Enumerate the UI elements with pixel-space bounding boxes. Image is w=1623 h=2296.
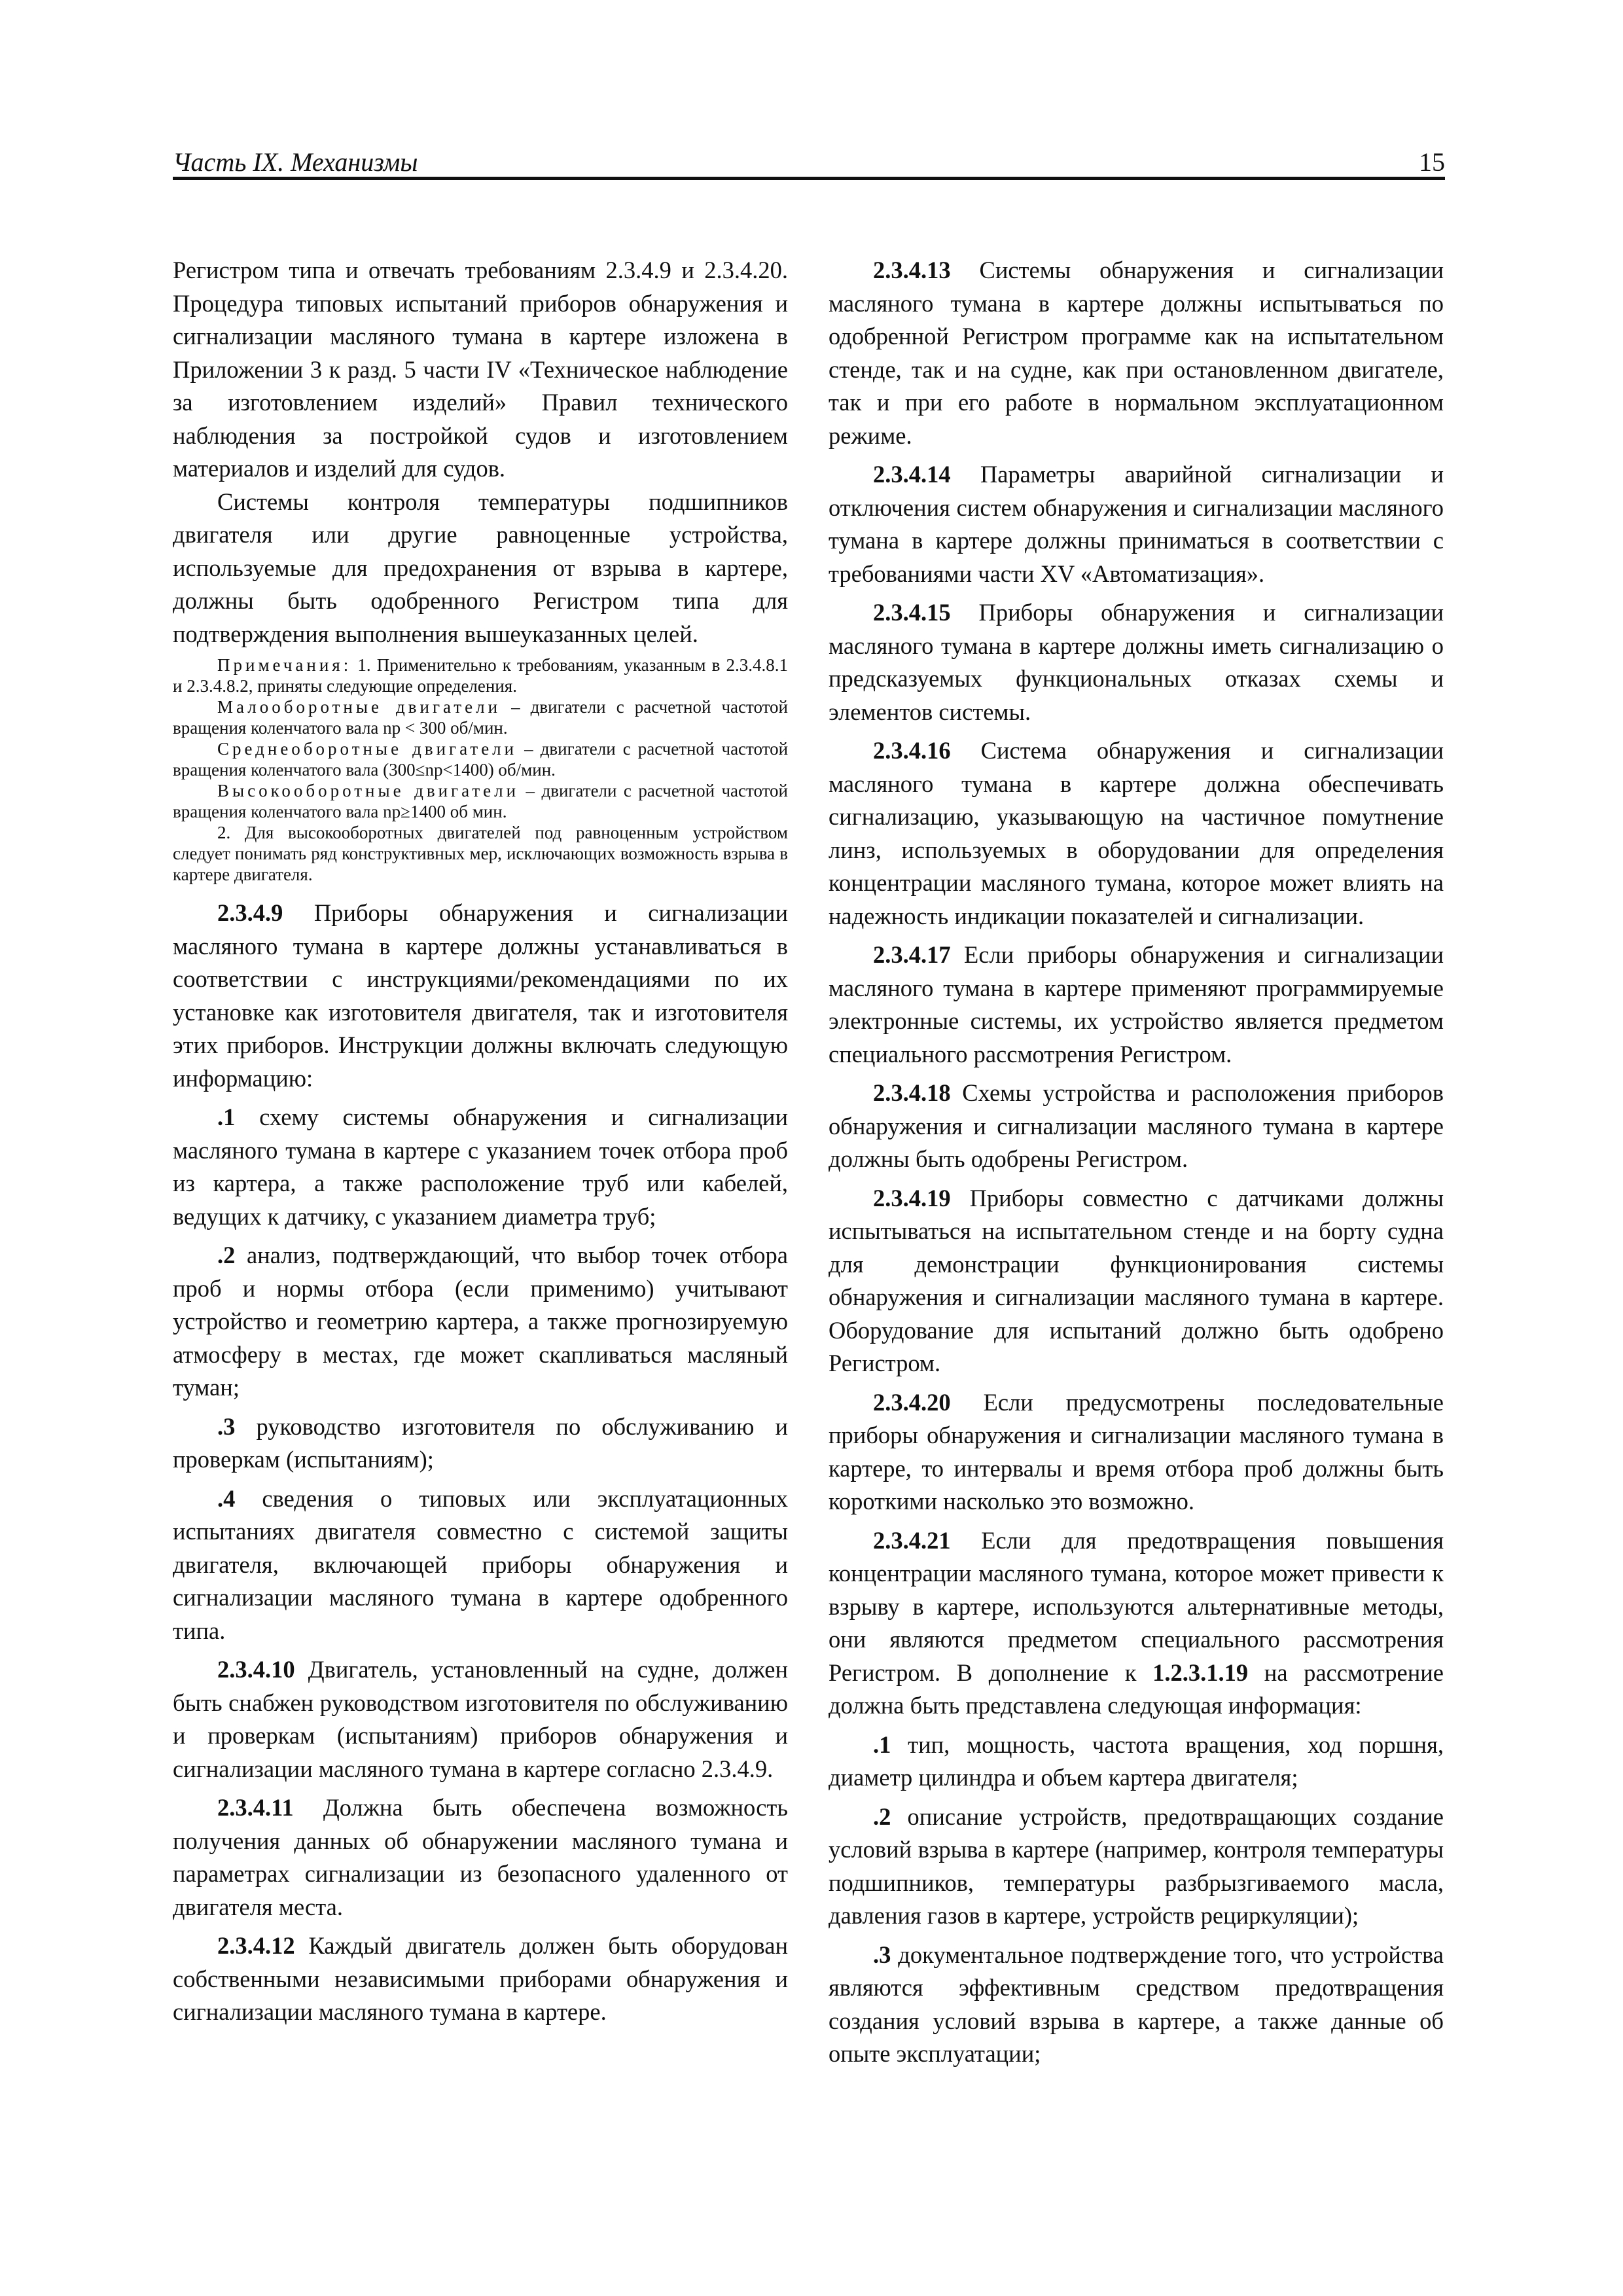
- paragraph-continued: Регистром типа и отвечать требованиям 2.3.4.9 и 2.3.4.20. Процедура типовых испытаний приборов обнаружения и сигнализации масляного тумана в картере изложена в Приложении 3 к разд. 5 части IV «Техническое наблюдение за изготовлением изделий» Правил технического наблюдения за постройкой судов и изготовлением материалов и изделий для судов.: [173, 257, 788, 482]
- page-number: 15: [1419, 147, 1445, 177]
- section-number: 2.3.4.13: [873, 257, 951, 283]
- section-2-3-4-11: [173, 1791, 788, 1924]
- section-2-3-4-17: [829, 939, 1444, 1071]
- section-2-3-4-10: [173, 1653, 788, 1785]
- list-number: .3: [217, 1412, 236, 1440]
- section-text-a: Если для предотвращения повышения концентрации масляного тумана, которое может привести к взрыву в картере, используются альтернативные методы, они являются предметом специального рассмотрения Регистром. В дополнение к: [829, 1526, 1444, 1686]
- section-2-3-4-12: [173, 1929, 788, 2029]
- list-item-9-1: [173, 1101, 788, 1233]
- section-2-3-4-15: [829, 596, 1444, 728]
- section-number: 2.3.4.15: [873, 599, 951, 626]
- note-high-speed: [173, 780, 788, 822]
- note-low-speed: [173, 696, 788, 738]
- section-number: 2.3.4.12: [217, 1932, 295, 1959]
- section-2-3-4-20: [829, 1386, 1444, 1518]
- section-text: Системы обнаружения и сигнализации масляного тумана в картере должны испытываться по одобренной Регистром программе как на испытательном стенде, так и на судне, как при остановленном двигателе, так и при его работе в нормальном эксплуатационном режиме.: [829, 257, 1444, 449]
- section-number: 2.3.4.16: [873, 737, 951, 764]
- header-rule: [173, 177, 1445, 180]
- header-title: Часть IX. Механизмы: [173, 147, 418, 177]
- list-text: руководство изготовителя по обслуживанию и проверкам (испытаниям);: [173, 1412, 788, 1473]
- section-2-3-4-19: [829, 1182, 1444, 1380]
- section-2-3-4-16: [829, 734, 1444, 933]
- note-1: [173, 655, 788, 696]
- list-item-21-3: [829, 1939, 1444, 2071]
- list-number: .2: [873, 1803, 891, 1830]
- section-2-3-4-9: [173, 897, 788, 1095]
- note-high-speed-text: – двигатели с расчетной частотой вращения коленчатого вала nр≥1400 об мин.: [173, 781, 789, 821]
- list-text: описание устройств, предотвращающих создание условий взрыва в картере (например, контроля температуры подшипников, температуры разбрызгиваемого масла, давления газов в картере, устройств рециркуляции);: [829, 1803, 1444, 1929]
- section-text: Приборы обнаружения и сигнализации масляного тумана в картере должны устанавливаться в соответствии с инструкциями/рекомендациями по их установке как изготовителя двигателя, так и изготовителя этих приборов. Инструкции должны включать следующую информацию:: [173, 899, 788, 1092]
- list-number: .3: [873, 1941, 891, 1968]
- section-number: 2.3.4.11: [217, 1794, 294, 1821]
- note-low-speed-label: Малооборотные двигатели: [217, 697, 501, 717]
- section-number: 2.3.4.20: [873, 1388, 951, 1416]
- section-2-3-4-14: [829, 458, 1444, 590]
- note-2: 2. Для высокооборотных двигателей под равноценным устройством следует понимать ряд конструктивных мер, исключающих возможность взрыва в картере двигателя.: [173, 823, 788, 884]
- section-number: 2.3.4.18: [873, 1079, 951, 1106]
- right-column: [829, 254, 1444, 2071]
- list-number: .1: [217, 1103, 236, 1130]
- list-text: тип, мощность, частота вращения, ход поршня, диаметр цилиндра и объем картера двигателя;: [829, 1731, 1444, 1791]
- section-number: 2.3.4.9: [217, 899, 283, 926]
- section-2-3-4-18: [829, 1077, 1444, 1176]
- section-text: Если приборы обнаружения и сигнализации масляного тумана в картере применяют программируемые электронные системы, их устройство является предметом специального рассмотрения Регистром.: [829, 941, 1444, 1067]
- notes-block: [173, 655, 788, 885]
- note-medium-speed-text: – двигатели с расчетной частотой вращения коленчатого вала (300≤nр<1400) об/мин.: [173, 739, 789, 780]
- section-number: 2.3.4.19: [873, 1184, 951, 1211]
- list-item-21-1: [829, 1729, 1444, 1795]
- section-number: 2.3.4.17: [873, 941, 951, 968]
- left-column: [173, 254, 788, 2029]
- list-text: сведения о типовых или эксплуатационных испытаниях двигателя совместно с системой защиты двигателя, включающей приборы обнаружения и сигнализации масляного тумана в картере одобренного типа.: [173, 1484, 789, 1644]
- note-medium-speed-label: Среднеоборотные двигатели: [217, 739, 518, 759]
- note-low-speed-text: – двигатели с расчетной частотой вращения коленчатого вала nр < 300 об/мин.: [173, 697, 788, 738]
- list-item-9-2: [173, 1239, 788, 1405]
- section-text: Система обнаружения и сигнализации масляного тумана в картере должна обеспечивать сигнализацию, указывающую на частичное помутнение линз, используемых в оборудовании для определения концентрации масляного тумана, которое может влиять на надежность индикации показателей и сигнализации.: [829, 737, 1444, 929]
- note-high-speed-label: Высокооборотные двигатели: [217, 781, 520, 800]
- section-text: Параметры аварийной сигнализации и отключения систем обнаружения и сигнализации масляного тумана в картере должны приниматься в соответствии с требованиями части XV «Автоматизация».: [829, 461, 1444, 587]
- section-2-3-4-21: [829, 1524, 1444, 1723]
- section-text: Если предусмотрены последовательные приборы обнаружения и сигнализации масляного тумана в картере, то интервалы и время отбора проб должны быть короткими насколько это возможно.: [829, 1388, 1444, 1515]
- list-number: .1: [873, 1731, 891, 1758]
- list-text: документальное подтверждение того, что устройства являются эффективным средством предотвращения создания условий взрыва в картере, а также данные об опыте эксплуатации;: [829, 1941, 1444, 2067]
- note-1-text: 1. Применительно к требованиям, указанным в 2.3.4.8.1 и 2.3.4.8.2, приняты следующие определения.: [173, 655, 788, 696]
- section-number: 2.3.4.10: [217, 1656, 295, 1683]
- section-text: Схемы устройства и расположения приборов обнаружения и сигнализации масляного тумана в картере должны быть одобрены Регистром.: [829, 1079, 1444, 1172]
- section-text: Двигатель, установленный на судне, должен быть снабжен руководством изготовителя по обслуживанию и проверкам (испытаниям) приборов обнаружения и сигнализации масляного тумана в картере согласно 2.3.4.9.: [173, 1656, 788, 1782]
- section-2-3-4-13: [829, 254, 1444, 452]
- notes-label: Примечания:: [217, 655, 352, 675]
- list-number: .2: [217, 1242, 236, 1268]
- section-number: 2.3.4.21: [873, 1526, 951, 1554]
- section-text: Приборы обнаружения и сигнализации масляного тумана в картере должны иметь сигнализацию о предсказуемых функциональных отказах схемы и элементов системы.: [829, 599, 1444, 725]
- list-item-9-3: [173, 1410, 788, 1477]
- list-item-9-4: [173, 1482, 788, 1648]
- list-text: анализ, подтверждающий, что выбор точек отбора проб и нормы отбора (если применимо) учитывают устройство и геометрию картера, а также прогнозируемую атмосферу в местах, где может скапливаться масляный туман;: [173, 1242, 788, 1401]
- section-text: Каждый двигатель должен быть оборудован собственными независимыми приборами обнаружения и сигнализации масляного тумана в картере.: [173, 1932, 788, 2025]
- section-number: 2.3.4.14: [873, 461, 951, 488]
- list-number: .4: [217, 1484, 236, 1512]
- list-item-21-2: [829, 1801, 1444, 1933]
- section-text: Приборы совместно с датчиками должны испытываться на испытательном стенде и на борту судна для демонстрации функционирования системы обнаружения и сигнализации масляного тумана в картере. Оборудование для испытаний должно быть одобрено Регистром.: [829, 1184, 1444, 1376]
- running-header: [173, 145, 1445, 179]
- list-text: схему системы обнаружения и сигнализации масляного тумана в картере с указанием точек отбора проб из картера, а также расположение труб или кабелей, ведущих к датчику, с указанием диаметра труб;: [173, 1103, 789, 1230]
- cross-reference: 1.2.3.1.19: [1152, 1659, 1249, 1686]
- section-text-b: на рассмотрение должна быть представлена следующая информация:: [829, 1659, 1444, 1719]
- note-medium-speed: [173, 738, 788, 780]
- paragraph-bearing-temperature: Системы контроля температуры подшипников двигателя или другие равноценные устройства, используемые для предохранения от взрыва в картере, должны быть одобренного Регистром типа для подтверждения выполнения вышеуказанных целей.: [173, 488, 788, 647]
- section-text: Должна быть обеспечена возможность получения данных об обнаружении масляного тумана и параметрах сигнализации из безопасного удаленного от двигателя места.: [173, 1794, 788, 1920]
